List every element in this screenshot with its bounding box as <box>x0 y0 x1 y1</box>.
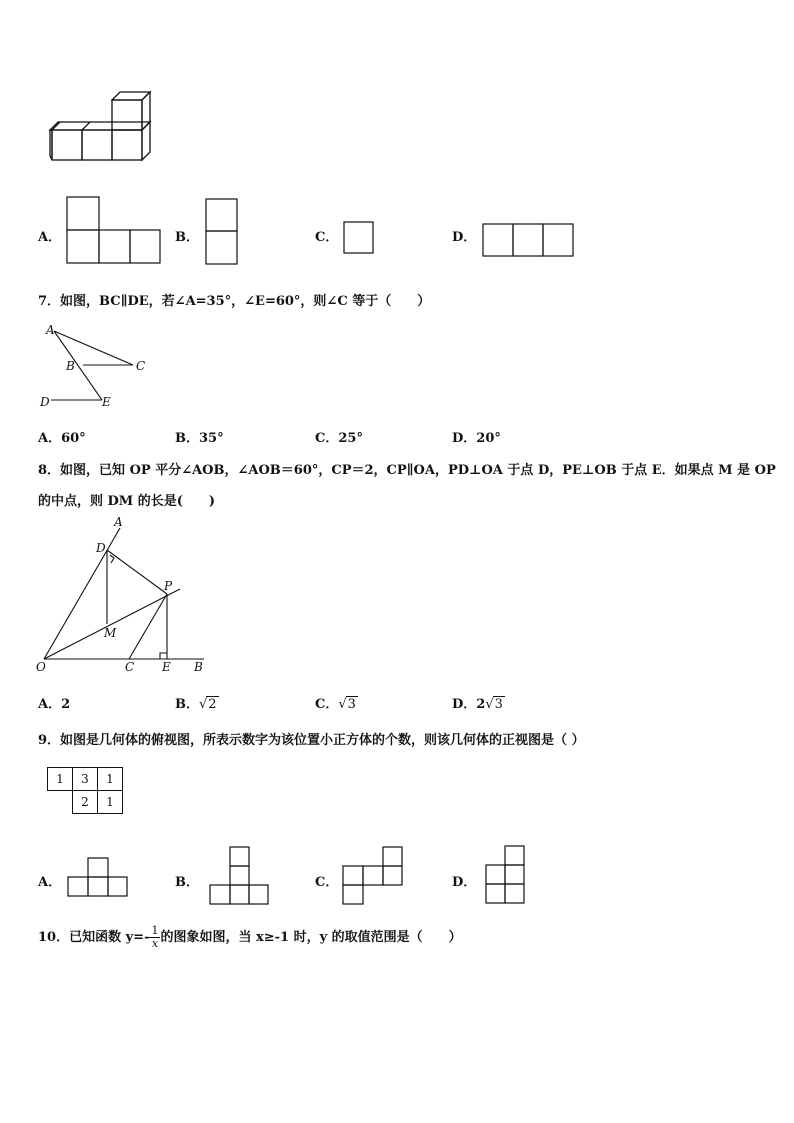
q7-option-a[interactable]: A．60° <box>38 431 86 446</box>
q7-option-c[interactable]: C．25° <box>315 431 363 446</box>
q9-top-view-grid <box>47 767 123 814</box>
q9-grid-cell: 2 <box>73 791 98 814</box>
q8-label-p: P <box>164 579 173 593</box>
q9-option-a-figure <box>67 857 129 897</box>
q9-option-d[interactable]: D． <box>452 875 477 890</box>
q10-prefix: 10．已知函数 y=- <box>38 930 150 945</box>
q10-suffix: 的图象如图，当 x≥-1 时，y 的取值范围是（ ） <box>160 930 462 945</box>
q8-figure <box>34 514 208 676</box>
q9-option-b[interactable]: B． <box>175 875 199 890</box>
q8-option-d[interactable] <box>452 693 505 712</box>
q10-fraction-den: x <box>151 937 159 950</box>
q10-text <box>38 924 462 952</box>
q8-label-m: M <box>104 626 117 640</box>
q8-label-b: B <box>194 660 203 674</box>
q10-fraction <box>149 925 160 950</box>
q8-option-b[interactable] <box>175 693 219 712</box>
q8-option-c-radicand: 3 <box>347 697 356 712</box>
q9-grid-cell: 1 <box>48 768 73 791</box>
q8-option-b-prefix: B． <box>175 697 199 712</box>
q9-grid-empty <box>48 791 73 814</box>
sqrt-sign: √ <box>338 697 347 712</box>
q6-cube-figure-fix <box>46 88 158 166</box>
q6-option-a[interactable]: A． <box>38 230 62 245</box>
q6-option-c[interactable]: C． <box>315 230 339 245</box>
q8-label-c: C <box>125 660 135 674</box>
q8-option-c-prefix: C． <box>315 697 339 712</box>
q6-option-a-figure <box>66 196 162 266</box>
q8-text-line2: 的中点，则 DM 的长是( ) <box>38 494 216 509</box>
q7-label-a: A <box>46 323 55 337</box>
q9-text: 9．如图是几何体的俯视图，所表示数字为该位置小正方体的个数，则该几何体的正视图是（ ） <box>38 733 585 748</box>
q7-label-e: E <box>102 395 111 409</box>
q8-option-b-radicand: 2 <box>208 697 217 712</box>
q9-grid-cell: 3 <box>73 768 98 791</box>
q8-option-c[interactable] <box>315 693 358 712</box>
sqrt-sign: √ <box>199 697 208 712</box>
q7-option-d[interactable]: D．20° <box>452 431 501 446</box>
q7-option-b[interactable]: B．35° <box>175 431 224 446</box>
q8-label-o: O <box>36 660 46 674</box>
q9-option-b-figure <box>209 846 271 906</box>
q9-option-c-figure <box>342 846 404 906</box>
q9-grid-cell: 1 <box>98 768 123 791</box>
q9-option-c[interactable]: C． <box>315 875 339 890</box>
q8-option-d-radicand: 3 <box>494 697 503 712</box>
q10-fraction-num: 1 <box>151 924 159 937</box>
q9-option-a[interactable]: A． <box>38 875 62 890</box>
q6-option-b[interactable]: B． <box>175 230 199 245</box>
q8-label-a: A <box>114 515 123 529</box>
q8-option-d-prefix: D．2 <box>452 697 486 712</box>
q8-label-d: D <box>96 541 106 555</box>
q7-label-d: D <box>40 395 50 409</box>
q8-text-line1: 8．如图，已知 OP 平分∠AOB，∠AOB＝60°，CP＝2，CP∥OA，PD⊥OA 于点 D，PE⊥OB 于点 E．如果点 M 是 OP <box>38 463 776 478</box>
q7-figure <box>36 318 152 412</box>
q9-grid-cell: 1 <box>98 791 123 814</box>
q7-label-b: B <box>66 359 75 373</box>
q6-option-c-figure <box>343 221 375 255</box>
q7-text: 7．如图，BC∥DE，若∠A=35°，∠E=60°，则∠C 等于（ ） <box>38 294 431 309</box>
q7-label-c: C <box>136 359 146 373</box>
q6-option-d[interactable]: D． <box>452 230 477 245</box>
q6-option-d-figure <box>482 223 575 258</box>
q9-option-d-figure <box>485 845 527 906</box>
q8-label-e: E <box>162 660 171 674</box>
sqrt-sign: √ <box>485 697 494 712</box>
q8-option-a[interactable]: A．2 <box>38 697 71 712</box>
q6-option-b-figure <box>205 198 239 266</box>
